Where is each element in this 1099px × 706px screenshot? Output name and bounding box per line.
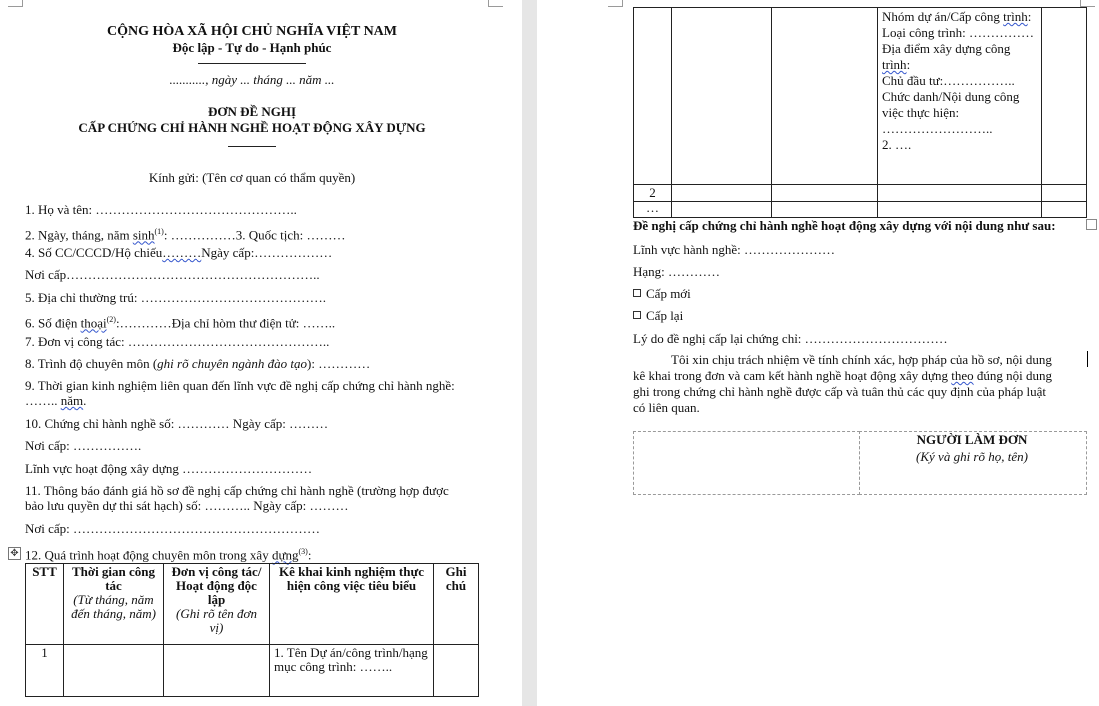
cell-stt[interactable]: … — [634, 202, 672, 218]
header-experience: Kê khai kinh nghiệm thực hiện công việc tiêu biểu — [270, 564, 434, 645]
checkbox-icon[interactable] — [633, 311, 641, 319]
field-address[interactable]: 5. Địa chỉ thường trú: ……………………………………. — [25, 290, 326, 305]
label: Ngày cấp:……………… — [201, 245, 333, 260]
label: Thời gian công tác — [71, 564, 156, 593]
label: Cấp lại — [646, 308, 684, 323]
option-new[interactable] — [633, 286, 691, 301]
cell-experience[interactable] — [878, 202, 1042, 218]
label: . — [83, 393, 87, 408]
label-note: (Từ tháng, năm đến tháng, năm) — [71, 592, 156, 621]
table-row — [634, 185, 1087, 202]
form-subtitle: CẤP CHỨNG CHỈ HÀNH NGHỀ HOẠT ĐỘNG XÂY DỰNG — [78, 120, 426, 135]
field-exam-notice[interactable]: 11. Thông báo đánh giá hồ sơ đề nghị cấp chứng chỉ hành nghề (trường hợp được — [25, 483, 449, 498]
field-practice-area[interactable]: Lĩnh vực hành nghề: ………………… — [633, 242, 836, 257]
field-exam-notice-number[interactable]: bảo lưu quyền dự thi sát hạch) số: ……….. Ngày cấp: ……… — [25, 498, 349, 513]
cell-note[interactable] — [1042, 8, 1087, 185]
field-id-number[interactable] — [25, 245, 332, 260]
request-heading: Đề nghị cấp chứng chỉ hành nghề hoạt động xây dựng với nội dung như sau: — [633, 218, 1056, 233]
cell-note[interactable] — [434, 645, 479, 697]
document-page-1 — [0, 0, 522, 706]
sign-box-left — [633, 431, 860, 495]
document-page-2 — [537, 0, 1099, 706]
cell-note[interactable] — [1042, 202, 1087, 218]
header-stt: STT — [26, 564, 64, 645]
label: :…………Địa chỉ hòm thư điện tử: …….. — [115, 315, 336, 331]
page-corner-mark — [608, 0, 623, 7]
option-renew[interactable] — [633, 308, 683, 323]
field-id-place[interactable]: Nơi cấp………………………………………………….. — [25, 267, 320, 282]
cell-unit[interactable] — [164, 645, 270, 697]
page-corner-mark — [1080, 0, 1095, 7]
label: : — [1027, 9, 1032, 24]
title-underline — [228, 146, 276, 147]
spell-flag-word: dựng — [271, 547, 299, 563]
table-row — [634, 8, 1087, 185]
cell-unit[interactable] — [772, 202, 878, 218]
cell-note[interactable] — [1042, 185, 1087, 202]
cell-time[interactable] — [672, 185, 772, 202]
line-project-location — [882, 41, 1037, 73]
field-birth-nationality[interactable] — [25, 224, 345, 242]
cell-experience[interactable] — [878, 185, 1042, 202]
commitment-line: ghi trong chứng chỉ hành nghề được cấp và tuân thủ các quy định của pháp luật — [633, 384, 1047, 399]
recipient: Kính gửi: (Tên cơ quan có thẩm quyền) — [148, 170, 356, 185]
checkbox-icon[interactable] — [633, 289, 641, 297]
line-investor: Chủ đầu tư:…………….. — [882, 73, 1015, 88]
cell-stt[interactable]: 1 — [26, 645, 64, 697]
commitment-line: Tôi xin chịu trách nhiệm về tính chính xác, hợp pháp của hồ sơ, nội dung — [671, 352, 1052, 367]
country-heading: CỘNG HÒA XÃ HỘI CHỦ NGHĨA VIỆT NAM — [106, 24, 397, 39]
cell-stt[interactable] — [634, 8, 672, 185]
label: 4. Số CC/CCCD/Hộ chiếu — [25, 245, 163, 260]
field-workplace[interactable]: 7. Đơn vị công tác: ……………………………………….. — [25, 334, 330, 349]
line-item-2: 2. …. — [882, 137, 912, 152]
label: …….. — [25, 393, 61, 408]
label: 8. Trình độ chuyên môn ( — [25, 356, 158, 371]
table-row — [634, 202, 1087, 218]
spell-flag-word: thoại — [80, 315, 107, 331]
header-note: Ghi chú — [434, 564, 479, 645]
cell-unit[interactable] — [772, 185, 878, 202]
label-italic: ghi rõ chuyên ngành đào tạo — [157, 356, 308, 371]
cell-stt[interactable]: 2 — [634, 185, 672, 202]
square-icon[interactable] — [1086, 219, 1097, 230]
header-unit — [164, 564, 270, 645]
signer-title: NGƯỜI LÀM ĐƠN — [916, 432, 1028, 447]
field-qualification[interactable] — [25, 356, 370, 371]
text-cursor — [1087, 351, 1088, 367]
field-experience[interactable]: 9. Thời gian kinh nghiệm liên quan đến lĩnh vực đề nghị cấp chứng chỉ hành nghề: — [25, 378, 455, 393]
label-note: (Ghi rõ tên đơn vị) — [176, 606, 257, 635]
label: Cấp mới — [646, 286, 691, 301]
field-renew-reason[interactable]: Lý do đề nghị cấp lại chứng chỉ: …………………………… — [633, 331, 948, 346]
field-rank[interactable]: Hạng: ………… — [633, 264, 721, 279]
label: : ……………3. Quốc tịch: ……… — [163, 227, 346, 243]
place-date: ..........., ngày ... tháng ... năm ... — [169, 72, 335, 87]
cell-experience[interactable]: 1. Tên Dự án/công trình/hạng mục công trình: …….. — [270, 645, 434, 697]
label: 2. Ngày, tháng, năm — [25, 227, 133, 243]
cell-time[interactable] — [672, 202, 772, 218]
field-full-name[interactable]: 1. Họ và tên: ……………………………………….. — [25, 202, 297, 217]
table-row — [26, 645, 479, 697]
cell-time[interactable] — [64, 645, 164, 697]
spell-flag-word: sinh — [132, 227, 155, 243]
label: đúng nội dung — [973, 368, 1053, 383]
footnote-ref: (3) — [298, 547, 308, 556]
field-exam-place[interactable]: Nơi cấp: ………………………………………………… — [25, 521, 321, 536]
label: Đơn vị công tác/ Hoạt động độc lập — [171, 564, 262, 607]
spell-flag-word: ……… — [162, 245, 202, 260]
cell-time[interactable] — [672, 8, 772, 185]
label: 12. Quá trình hoạt động chuyên môn trong xây — [25, 547, 272, 563]
footnote-ref: (1) — [154, 227, 164, 236]
label: : — [906, 57, 911, 72]
footnote-ref: (2) — [106, 315, 116, 324]
table-header-row — [26, 564, 479, 645]
form-title: ĐƠN ĐỀ NGHỊ — [207, 104, 297, 119]
field-work-history[interactable]: 12. Quá trình hoạt động chuyên môn trong xây dựng$^{(3)}$: — [25, 547, 312, 563]
spell-flag-word: năm — [60, 393, 84, 408]
cell-experience[interactable] — [878, 8, 1042, 185]
spell-flag-word: trình — [882, 57, 907, 72]
page-corner-mark — [8, 0, 23, 7]
spell-flag-word: theo — [951, 368, 974, 383]
field-certificate-place[interactable]: Nơi cấp: ……………. — [25, 438, 142, 453]
commitment-line — [633, 368, 1052, 383]
field-experience-years[interactable] — [25, 393, 86, 408]
cell-unit[interactable] — [772, 8, 878, 185]
move-icon[interactable]: ✥ — [8, 547, 21, 560]
label: 6. Số điện — [25, 315, 81, 331]
label: Nhóm dự án/Cấp công — [882, 9, 1004, 24]
label: Địa điểm xây dựng công — [882, 41, 1011, 56]
page-corner-mark — [488, 0, 503, 7]
line-project-group — [882, 9, 1037, 25]
line-project-type: Loại công trình: …………… — [882, 25, 1035, 40]
commitment-line: có liên quan. — [633, 400, 700, 415]
line-role: Chức danh/Nội dung công việc thực hiện: …………………….. — [882, 89, 1020, 136]
motto: Độc lập - Tự do - Hạnh phúc — [172, 40, 332, 55]
label: ): ………… — [307, 356, 371, 371]
spell-flag-word: trình — [1003, 9, 1028, 24]
field-phone-email[interactable] — [25, 312, 335, 330]
header-time — [64, 564, 164, 645]
signer-note: (Ký và ghi rõ họ, tên) — [916, 449, 1028, 464]
motto-underline — [198, 63, 306, 64]
field-construction-area[interactable]: Lĩnh vực hoạt động xây dựng ………………………… — [25, 461, 313, 476]
field-certificate[interactable]: 10. Chứng chỉ hành nghề số: ………… Ngày cấp: ……… — [25, 416, 329, 431]
work-history-table — [25, 563, 479, 697]
label: kê khai trong đơn và cam kết hành nghề hoạt động xây dựng — [633, 368, 952, 383]
work-history-table-continued — [633, 7, 1087, 218]
